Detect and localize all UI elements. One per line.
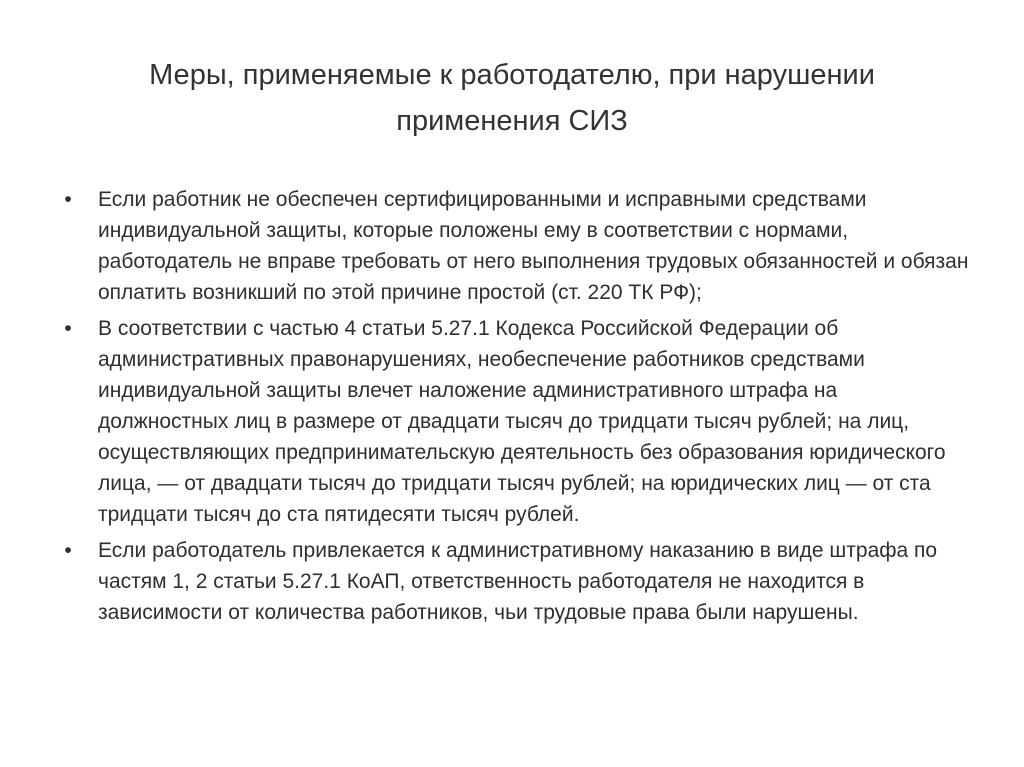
bullet-list — [58, 184, 973, 633]
bullet-item — [58, 535, 973, 628]
bullet-dot-icon: • — [64, 188, 72, 211]
slide-title-line-2: применения СИЗ — [396, 105, 628, 137]
bullet-text: Если работник не обеспечен сертифицированными и исправными средствами индивидуальной защиты, которые положены ему в соответствии с нормами, работодатель не вправе требовать от него выполнения трудовых обязанностей и обязан оплатить возникший по этой причине простой (ст. 220 ТК РФ); — [98, 188, 969, 304]
bullet-dot-icon: • — [64, 539, 72, 562]
slide-title-line-1: Меры, применяемые к работодателю, при нарушении — [149, 59, 875, 91]
bullet-item — [58, 313, 973, 530]
bullet-dot-icon: • — [64, 317, 72, 340]
bullet-text: В соответствии с частью 4 статьи 5.27.1 Кодекса Российской Федерации об административных правонарушениях, необеспечение работников средствами индивидуальной защиты влечет наложение административного штрафа на должностных лиц в размере от двадцати тысяч до тридцати тысяч рублей; на лиц, осуществляющих предпринимательскую деятельность без образования юридического лица, — от двадцати тысяч до тридцати тысяч рублей; на юридических лиц — от ста тридцати тысяч до ста пятидесяти тысяч рублей. — [98, 317, 946, 526]
bullet-text: Если работодатель привлекается к административному наказанию в виде штрафа по частям 1, 2 статьи 5.27.1 КоАП, ответственность работодателя не находится в зависимости от количества работников, чьи трудовые права были нарушены. — [98, 539, 938, 624]
bullet-item — [58, 184, 973, 308]
slide-title — [100, 52, 924, 144]
